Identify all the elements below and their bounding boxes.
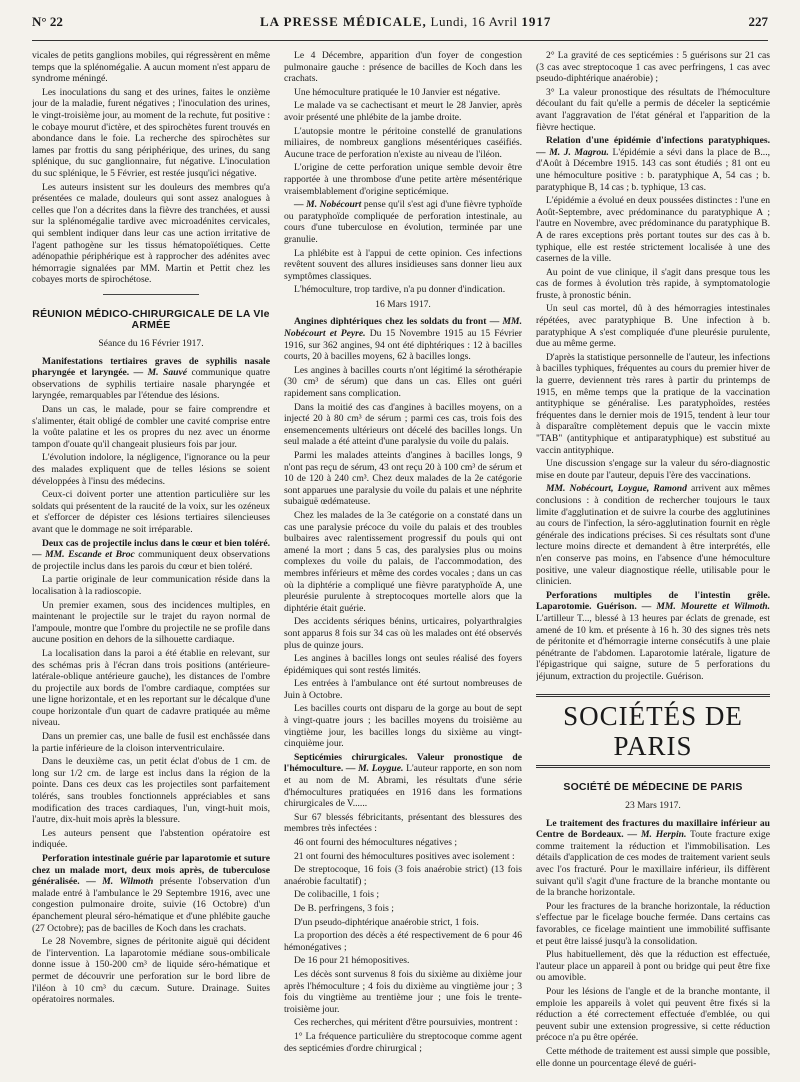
article-body: L'artilleur T..., blessé à 13 heures par éclats de grenade, est amené de 10 km. et présente à 16 h. 30 des signes très nets de péritonite et d'hémorragie interne consécutifs à une plaie pénétrante de l'abdomen. Laparotomie latérale, ligature de l'épigastrique qui saigne, suture de 5 perforations du jéjunum, extraction du projectile. Guérison.: [536, 612, 770, 682]
paragraph: Chez les malades de la 3e catégorie on a constaté dans un cas une paralysie précoce du voile du palais et des troubles bulbaires avec ralentissement progressif du pouls qui ont amené la mort ; dans 5 cas, des paralysies plus ou moins complexes du voile du palais, de l'accommodation, des membres inférieurs et même des cordes vocales ; dans un cas où la diphtérie a compliqué une fièvre paratyphoïde A, une pleurésie purulente à streptocoques mortelle alors que la diphtérie était guérie.: [284, 509, 522, 614]
running-title: [260, 14, 551, 30]
article-author: — MM. Nobécourt et Peyre.: [284, 316, 522, 340]
article: [32, 538, 270, 573]
paragraph-body: pense qu'il s'est agi d'une fièvre typhoïde ou paratyphoïde compliquée de perforation intestinale, au cours d'une tuberculose en évolution, terminée par une granulie.: [284, 199, 522, 245]
paragraph: La localisation dans la paroi a été établie en relevant, sur des schémas pris à l'écran dans trois positions (antérieure-latérale-oblique antérieure gauche), les distances de l'ombre du projectile aux bords de l'ombre cardiaque, comptées sur une ligne horizontale, et en les reportant sur le décalque d'une coupe horizontale d'un quart de cadavre pratiquée au même niveau.: [32, 647, 270, 729]
paragraph: Les décès sont survenus 8 fois du sixième au dixième jour après l'hémoculture ; 4 fois du dixième au vingtième jour ; 3 fois du vingtième au trentième jour ; une fois le trente-troisième jour.: [284, 968, 522, 1015]
issue-date: Lundi, 16 Avril: [430, 14, 518, 29]
paragraph: Les entrées à l'ambulance ont été surtout nombreuses de Juin à Octobre.: [284, 678, 522, 701]
paragraph: Une hémoculture pratiquée le 10 Janvier est négative.: [294, 86, 501, 98]
paragraph: Dans le deuxième cas, un petit éclat d'obus de 1 cm. de long sur 1/2 cm. de large est inclus dans la région de la pointe. Dans ces deux cas les projectiles sont parfaitement tolérés, sans troubles fonctionnels appréciables et sans modification des traces cardiaques, l'un, vingt-huit mois, l'autre, dix-huit mois après la blessure.: [32, 756, 270, 826]
paragraph: L'autopsie montre le péritoine constellé de granulations miliaires, de nombreux ganglions mésentériques caséifiés. Aucune trace de perforation n'existe au niveau de l'iléon.: [284, 125, 522, 160]
paragraph: Les inoculations du sang et des urines, faites le onzième jour de la maladie, furent négatives ; l'inoculation des urines, le vingt-troisième jour, au moment de la rechute, fut positive : le cobaye mourut d'ictère, et des spirochètes furent trouvés en abondance dans le foie. La recherche des spirochètes sur lames par frottis du sang périphérique, des urines, du sang splénique, du suc ganglionnaire, fut négative. L'inoculation du suc splénique, le 5 Février, est restée jusqu'ici négative.: [32, 86, 270, 179]
column-1: [32, 50, 270, 1070]
list-item: D'un pseudo-diphtérique anaérobie strict, 1 fois.: [294, 916, 479, 928]
paragraph: Ces recherches, qui méritent d'être poursuivies, montrent :: [294, 1017, 518, 1029]
paragraph: [536, 483, 770, 587]
article-author: — M. J. Magrou.: [536, 146, 609, 158]
article-title: Deux cas de projectile inclus dans le cœur et bien toléré.: [42, 537, 270, 549]
paragraph: L'origine de cette perforation unique semble devoir être rapportée à une thrombose d'une petite artère mésentérique vraisemblablement d'origine septicémique.: [284, 162, 522, 197]
article-author: — M. Sauvé: [133, 367, 187, 379]
list-item: De B. perfringens, 3 fois ;: [294, 902, 394, 914]
paragraph: Les angines à bacilles courts n'ont légitimé la sérothérapie (30 cm³ de sérum) que dans un cas. Elles ont guéri rapidement sans complication.: [284, 364, 522, 400]
paragraph: Pour les fractures de la branche horizontale, la réduction s'effectue par le ficelage bouche fermée. Dans certains cas favorables, ce ficelage maintient une immobilité suffisante et peut être laissé jusqu'à la consolidation.: [536, 900, 770, 947]
article: [536, 590, 770, 683]
list-item: De colibacille, 1 fois ;: [294, 889, 379, 901]
paragraph: Pour les lésions de l'angle et de la branche montante, il emploie les appareils à volet qui peuvent être fixés si la réduction a été correctement effectuée d'emblée, ou qui peuvent subir une extension progressive, si cette réduction précoce n'a pu être opérée.: [536, 985, 770, 1044]
paragraph: [284, 199, 522, 245]
paragraph: Parmi les malades atteints d'angines à bacilles longs, 9 n'ont pas reçu de sérum, 43 ont reçu 20 à 100 cm³ de sérum et 10 de 120 à 240 cm³. Chez deux malades de la 2e catégorie sont apparues une paralysie du voile du palais et une néphrite subaiguë œdémateuse.: [284, 450, 522, 508]
paragraph: Dans un premier cas, une balle de fusil est enchâssée dans la partie inférieure de la cloison interventriculaire.: [32, 731, 270, 754]
article-author: — MM. Mourette et Wilmoth.: [641, 601, 770, 613]
paragraph: La proportion des décès a été respectivement de 6 pour 46 hémonégatives ;: [284, 930, 522, 953]
article-title: Manifestations tertiaires graves de syphilis nasale pharyngée et laryngée.: [32, 355, 270, 379]
journal-title: LA PRESSE MÉDICALE,: [260, 14, 427, 29]
article: [284, 316, 522, 362]
issue-year: 1917: [521, 14, 552, 29]
article: [284, 752, 522, 810]
paragraph: Au point de vue clinique, il s'agit dans presque tous les cas de formes à évolution très rapide, à symptomatologie fruste, à pronostic bénin.: [536, 266, 770, 301]
section-heading: RÉUNION MÉDICO-CHIRURGICALE DE LA VIe ARMÉE: [32, 307, 270, 332]
divider: [103, 294, 198, 295]
paragraph: Le malade va se cachectisant et meurt le 28 Janvier, après avoir présenté une phlébite de la jambe droite.: [284, 100, 522, 123]
issue-number: N° 22: [32, 14, 63, 29]
article-body: L'auteur rapporte, en son nom et au nom de M. Abrami, les résultats d'une série d'hémocultures pratiquées en 1916 dans les formations chirurgicales de V......: [284, 763, 522, 810]
paragraph: D'après la statistique personnelle de l'auteur, les infections à bacilles typhiques, fréquentes au cours du premier hiver de la guerre, deviennent très rares à partir du printemps de 1915, en même temps que la pratique de la vaccination antityphique se généralise. Les paratyphoïdes, restées fréquentes dans le dernier mois de 1915, tendent à leur tour à disparaître complètement depuis que le vaccin mixte "TAB" (antityphique et antiparatyphique) est substitué au vaccin antityphique.: [536, 351, 770, 456]
article-body: L'épidémie a sévi dans la place de B..., d'Août à Décembre 1915. 143 cas sont étudiés ; 81 ont eu une hémoculture positive : b. paratyphique A, 54 cas ; b. paratyphique B, 14 cas ; b. typhique, 13 cas.: [536, 146, 770, 193]
paragraph: 46 ont fourni des hémocultures négatives ;: [294, 837, 458, 848]
article-title: Perforation intestinale guérie par laparotomie et suture chez un malade mort, deux mois après, de tuberculose généralisée.: [32, 853, 270, 888]
paragraph: 2° La gravité de ces septicémies : 5 guérisons sur 21 cas (3 cas avec streptocoque 1 cas avec perfringens, 1 cas avec pseudo-diphtérique anaérobie) ;: [536, 50, 770, 85]
paragraph: L'évolution indolore, la négligence, l'ignorance ou la peur des malades expliquent que de telles lésions se soient développées à l'insu des médecins.: [32, 452, 270, 487]
paragraph: 21 ont fourni des hémocultures positives avec isolement :: [294, 850, 515, 862]
paragraph: Dans la moitié des cas d'angines à bacilles moyens, on a injecté 20 à 80 cm³ de sérum ; parmi ces cas, trois fois des ensemencements ultérieurs ont décelé des bacilles longs. Un seul malade a été atteint d'une paralysie du voile du palais.: [284, 401, 522, 448]
article-title: Le traitement des fractures du maxillaire inférieur au Centre de Bordeaux.: [536, 817, 770, 841]
paragraph: Un premier examen, sous des incidences multiples, en maintenant le projectile sur le trajet du rayon normal de l'ampoule, montre que l'ombre du projectile ne se profile dans aucune position en dehors de la silhouette cardiaque.: [32, 599, 270, 646]
page-number: 227: [748, 14, 768, 29]
column-2: [284, 50, 522, 1070]
paragraph: Une discussion s'engage sur la valeur du séro-diagnostic mise en doute par l'auteur, depuis l'ère des vaccinations.: [536, 458, 770, 481]
paragraph: vicales de petits ganglions mobiles, qui régressèrent en même temps que la splénomégalie. A aucun moment n'est apparu de syndrome méningé.: [32, 50, 270, 85]
section-heading: SOCIÉTÉ DE MÉDECINE DE PARIS: [563, 781, 743, 794]
article-body: présente l'observation d'un malade entré à l'ambulance le 29 Septembre 1916, avec une congestion pulmonaire droite, suivie (16 Octobre) d'un épanchement pleural séro-hématique et d'une phlébite gauche (27 Octobre); pas de bacilles de Koch dans les crachats.: [32, 876, 270, 934]
column-3: [536, 50, 770, 1070]
paragraph: Les bacilles courts ont disparu de la gorge au bout de sept à vingt-quatre jours ; les bacilles moyens du troisième au vingtième jour, les bacilles longs du sixième au vingt-cinquième jour.: [284, 703, 522, 750]
article-author: — M. Nobécourt: [294, 199, 362, 211]
paragraph: 1° La fréquence particulière du streptocoque comme agent des septicémies d'ordre chirurgical ;: [284, 1030, 522, 1054]
article-body: Toute fracture exige comme traitement la réduction et l'immobilisation. Les détails d'application de ces modes de traitement varient seuls avec l'os fracturé. Pour le maxillaire inférieur, ils diffèrent suivant qu'il s'agit d'une fracture de la branche montante ou de la branche horizontale.: [536, 829, 770, 899]
article: [536, 818, 770, 899]
article-title: Angines diphtériques chez les soldats du front: [294, 316, 487, 328]
paragraph: Les angines à bacilles longs ont seules réalisé des foyers épidémiques qui sont restés limités.: [284, 653, 522, 676]
paragraph: Le 28 Novembre, signes de péritonite aiguë qui décident de l'intervention. La laparotomie médiane sous-ombilicale donne issue à 150-200 cm³ de liquide séro-hématique et permet de découvrir une perforation sur le bord libre de l'iléon à 10 cm³ du cæcum. Suture. Drainage. Suites opératoires normales.: [32, 936, 270, 1006]
paragraph: L'épidémie a évolué en deux poussées distinctes : l'une en Août-Septembre, avec prédominance du paratyphique A ; l'autre en Novembre, avec prédominance du paratyphique B. A de rares exceptions près portant toutes sur des cas à b. typhique, elle est restée strictement localisée à une des casernes de la ville.: [536, 195, 770, 265]
paragraph: Le 4 Décembre, apparition d'un foyer de congestion pulmonaire gauche : présence de bacilles de Koch dans les crachats.: [284, 50, 522, 85]
article-author: — MM. Escande et Broc: [32, 549, 135, 561]
societies-banner: SOCIÉTÉS DE PARIS: [536, 694, 770, 768]
session-date: Séance du 16 Février 1917.: [98, 338, 204, 350]
session-date: 16 Mars 1917.: [375, 298, 431, 310]
paragraph: Les auteurs insistent sur les douleurs des membres qu'a présentées ce malade, douleurs qui sont assez analogues à celles que l'on a décrites dans la fièvre des tranchées, et aussi sur la splénomégalie tardive avec microadénites cervicales, qui semblent indiquer dans leur cas une action irritative de l'agent pathogène sur les tissus hématopoïétiques. Cette adénopathie périphérique est à rapprocher des adénites avec hémorragie signalées par MM. Martin et Pettit chez les cobayes morts de spirochétose.: [32, 181, 270, 286]
paragraph: Sur 67 blessés fébricitants, présentant des blessures des membres très infectées :: [284, 811, 522, 835]
paragraph: Cette méthode de traitement est aussi simple que possible, elle donne un pourcentage élevé de guéri-: [536, 1045, 770, 1069]
article: [32, 356, 270, 402]
article-author: — M. Wilmoth: [86, 876, 154, 888]
article: [32, 853, 270, 934]
article-author: — M. Herpin.: [627, 829, 687, 841]
paragraph: Un seul cas mortel, dû à des hémorragies intestinales répétées, avec paratyphique B. Une infection à b. paratyphique A s'est compliquée d'une pleurésie purulente, due au même germe.: [536, 303, 770, 350]
list-item: De streptocoque, 16 fois (3 fois anaérobie strict) (13 fois anaérobie facultatif) ;: [284, 864, 522, 887]
article-title: Relation d'une épidémie d'infections paratyphiques.: [546, 135, 770, 147]
article-author: MM. Nobécourt, Loygue, Ramond: [546, 483, 687, 495]
article-body: communique quatre observations de syphilis tertiaire nasale pharyngée et laryngée, remarquables par l'étendue des lésions.: [32, 367, 270, 402]
article-body: communiquent deux observations de projectile inclus dans les parois du cœur et bien toléré.: [32, 549, 270, 572]
article-title: Perforations multiples de l'intestin grêle. Laparotomie. Guérison.: [536, 589, 770, 613]
paragraph: L'hémoculture, trop tardive, n'a pu donner d'indication.: [294, 284, 506, 296]
paragraph: Plus habituellement, dès que la réduction est effectuée, l'auteur place un appareil à pont ou bridge qui peut être fixe ou amovible.: [536, 949, 770, 984]
paragraph: Ceux-ci doivent porter une attention particulière sur les soldats qui présentent de la raucité de la voix, sur les ozéneux et s'efforcer de dépister ces lésions tertiaires silencieuses avant que le dommage ne soit irréparable.: [32, 489, 270, 535]
article-author: — M. Loygue.: [345, 763, 404, 775]
paragraph: La phlébite est à l'appui de cette opinion. Ces infections revêtent souvent des allures insidieuses sans donner lieu aux symptômes classiques.: [284, 247, 522, 282]
article: [536, 135, 770, 193]
paragraph: Des accidents sériques bénins, urticaires, polyarthralgies sont apparus 8 fois sur 34 cas où les malades ont été observés plus de quinze jours.: [284, 616, 522, 651]
paragraph: 3° La valeur pronostique des résultats de l'hémoculture découlant du fait qu'elle a permis de déceler la septicémie avant l'aggravation de l'état général et l'apparition de la fièvre hectique.: [536, 86, 770, 133]
paragraph: La partie originale de leur communication réside dans la localisation à la radioscopie.: [32, 574, 270, 597]
paragraph: De 16 pour 21 hémopositives.: [294, 955, 410, 967]
article-title: Septicémies chirurgicales. Valeur pronostique de l'hémoculture.: [284, 751, 522, 775]
article-body: Du 15 Novembre 1915 au 15 Février 1916, sur 362 angines, 94 ont été diphtériques : 12 à bacilles courts, 20 à bacilles moyens, 62 à bacilles longs.: [284, 328, 522, 363]
session-date: 23 Mars 1917.: [625, 800, 681, 812]
paragraph: Les auteurs pensent que l'abstention opératoire est indiquée.: [32, 827, 270, 851]
paragraph: Dans un cas, le malade, pour se faire comprendre et s'alimenter, était obligé de combler une cavité comprise entre la voûte palatine et les os propres du nez avec un énorme tampon d'ouate qu'il changeait plusieurs fois par jour.: [32, 404, 270, 450]
paragraph-body: arrivent aux mêmes conclusions : à condition de rechercher toujours le taux limite d'agglutination et de suivre la courbe des agglutinines au cours de l'infection, la séro-agglutination fournit en règle générale des indications précises. Si ces résultats sont d'une lecture moins directe et demandent à être interprétés, elle n'en conserve pas moins, en l'absence d'une hémoculture positive, une valeur diagnostique réelle, utilisable pour le clinicien.: [536, 483, 770, 588]
page-header: [32, 14, 768, 41]
